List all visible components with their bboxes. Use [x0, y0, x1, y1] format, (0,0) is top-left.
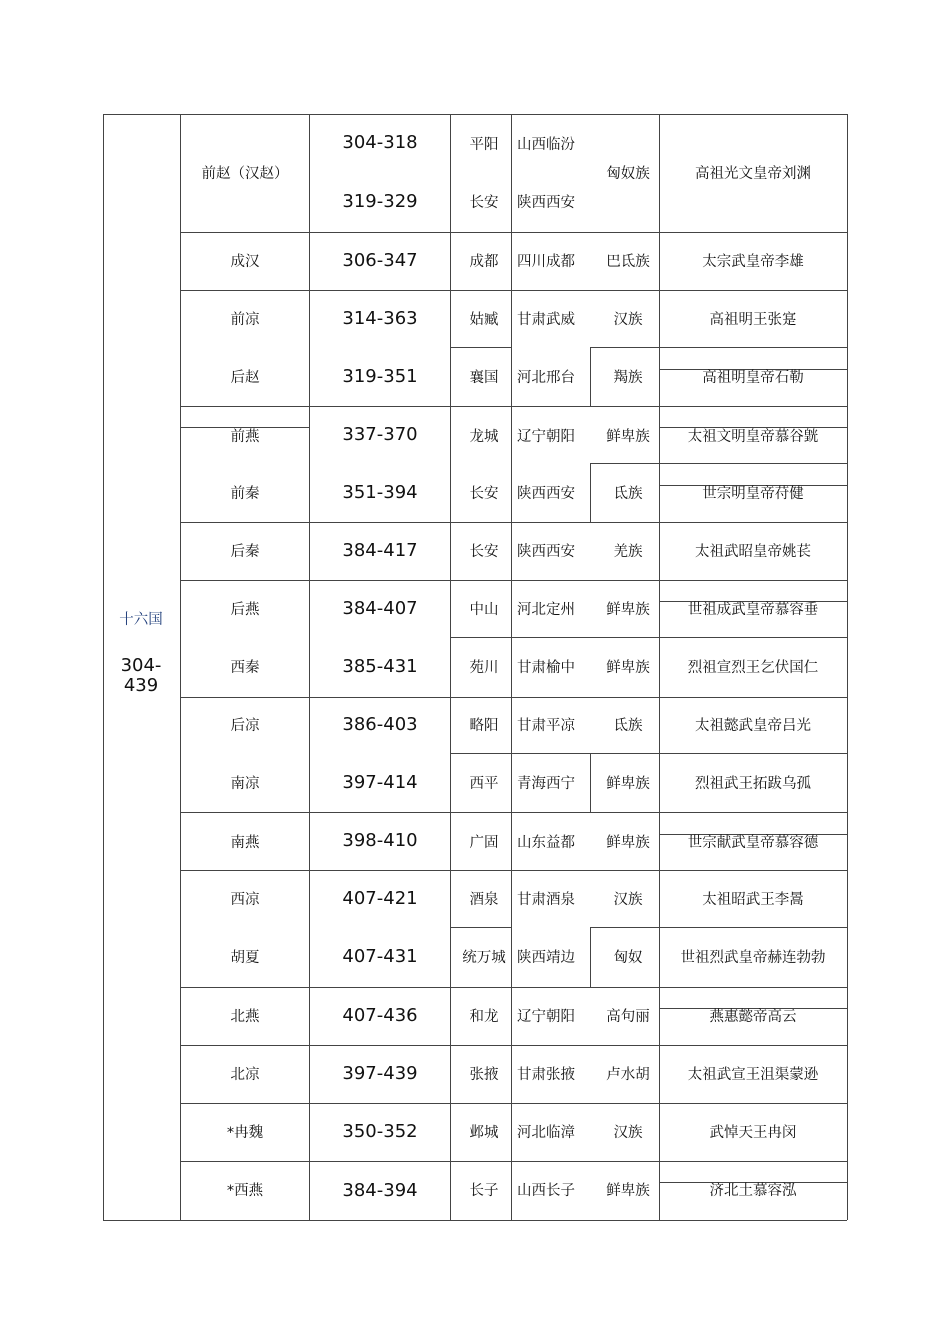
ethnicity: 汉族 — [613, 891, 643, 908]
reign-years: 407-421 — [342, 888, 418, 909]
grid-line-v — [590, 347, 591, 406]
ethnicity: 匈奴族 — [606, 165, 650, 182]
capital-name: 中山 — [469, 601, 499, 618]
capital-name: 长安 — [469, 485, 499, 502]
location-name: 山东益都 — [517, 834, 575, 851]
founder-name: 济北土慕容泓 — [709, 1182, 797, 1199]
ethnicity: 巴氐族 — [606, 253, 650, 270]
grid-line-h — [180, 580, 847, 581]
ethnicity: 匈奴 — [613, 949, 643, 966]
state-name: 前秦 — [230, 485, 260, 502]
location-name: 陕西靖边 — [517, 949, 575, 966]
location-name: 甘肃榆中 — [517, 659, 575, 676]
reign-years: 304-318 — [342, 132, 418, 153]
founder-name: 烈祖武王拓跋乌孤 — [695, 775, 811, 792]
state-name: 北燕 — [230, 1008, 260, 1025]
state-name: 后凉 — [230, 717, 260, 734]
grid-line-h — [590, 927, 847, 928]
location-name: 辽宁朝阳 — [517, 1008, 575, 1025]
capital-name: 略阳 — [469, 717, 499, 734]
state-name: 胡夏 — [230, 949, 260, 966]
ethnicity: 汉族 — [613, 311, 643, 328]
location-name: 陕西西安 — [517, 485, 575, 502]
founder-name: 燕惠懿帝高云 — [709, 1008, 797, 1025]
period-name: 十六国 — [119, 611, 163, 628]
ethnicity: 高句丽 — [606, 1008, 650, 1025]
ethnicity: 鲜卑族 — [606, 775, 650, 792]
column-separator — [180, 114, 181, 1220]
location-name: 甘肃张掖 — [517, 1066, 575, 1083]
grid-line-h — [180, 1161, 847, 1162]
reign-years: 319-351 — [342, 366, 418, 387]
founder-name: 世祖烈武皇帝赫连勃勃 — [680, 949, 826, 966]
state-name: 成汉 — [230, 253, 260, 270]
grid-line-h — [450, 753, 847, 754]
location-name: 陕西西安 — [517, 543, 575, 560]
founder-name: 世宗献武皇帝慕容德 — [687, 834, 819, 851]
reign-years: 319-329 — [342, 191, 418, 212]
table-right-border — [847, 114, 848, 1220]
state-name: 北凉 — [230, 1066, 260, 1083]
grid-line-h — [180, 232, 847, 233]
grid-line-h — [180, 1045, 847, 1046]
capital-name: 龙城 — [469, 428, 499, 445]
state-name: 后燕 — [230, 601, 260, 618]
founder-name: 武悼天王冉闵 — [709, 1124, 797, 1141]
capital-name: 苑川 — [469, 659, 499, 676]
table-bottom-border — [103, 1220, 847, 1221]
capital-name: 姑臧 — [469, 311, 499, 328]
capital-name: 长安 — [469, 543, 499, 560]
founder-name: 世祖成武皇帝慕容垂 — [687, 601, 819, 618]
ethnicity: 鲜卑族 — [606, 601, 650, 618]
table-top-border — [103, 114, 847, 115]
grid-line-v — [590, 463, 591, 522]
state-name: 西秦 — [230, 659, 260, 676]
state-name: 南燕 — [230, 834, 260, 851]
reign-years: 407-436 — [342, 1005, 418, 1026]
capital-name: 张掖 — [469, 1066, 499, 1083]
state-name: 前凉 — [230, 311, 260, 328]
capital-name: 统万城 — [462, 949, 506, 966]
founder-name: 太祖昭武王李暠 — [702, 891, 804, 908]
reign-years: 337-370 — [342, 424, 418, 445]
capital-name: 广固 — [469, 834, 499, 851]
location-name: 山西临汾 — [517, 136, 575, 153]
location-name: 甘肃平凉 — [517, 717, 575, 734]
column-separator — [659, 114, 660, 1220]
state-name: 西凉 — [230, 891, 260, 908]
founder-name: 太祖武宣王沮渠蒙逊 — [687, 1066, 819, 1083]
reign-years: 397-439 — [342, 1063, 418, 1084]
reign-years: 306-347 — [342, 250, 418, 271]
ethnicity: 鲜卑族 — [606, 1182, 650, 1199]
column-separator — [309, 114, 310, 1220]
location-name: 青海西宁 — [517, 775, 575, 792]
capital-name: 长安 — [469, 194, 499, 211]
reign-years: 384-417 — [342, 540, 418, 561]
grid-line-h — [450, 927, 511, 928]
founder-name: 太祖武昭皇帝姚苌 — [695, 543, 811, 560]
ethnicity: 氐族 — [613, 717, 643, 734]
state-name: 南凉 — [230, 775, 260, 792]
founder-name: 高祖明皇帝石勒 — [702, 369, 804, 386]
reign-years: 385-431 — [342, 656, 418, 677]
location-name: 河北临漳 — [517, 1124, 575, 1141]
state-name: 后赵 — [230, 369, 260, 386]
state-name: 后秦 — [230, 543, 260, 560]
founder-name: 烈祖宣烈王乞伏国仁 — [687, 659, 819, 676]
reign-years: 386-403 — [342, 714, 418, 735]
capital-name: 和龙 — [469, 1008, 499, 1025]
capital-name: 西平 — [469, 775, 499, 792]
column-separator — [511, 114, 512, 1220]
ethnicity: 鲜卑族 — [606, 659, 650, 676]
grid-line-h — [180, 812, 847, 813]
column-separator — [450, 114, 451, 1220]
founder-name: 高祖明王张寔 — [709, 311, 797, 328]
grid-line-h — [180, 697, 847, 698]
location-name: 河北邢台 — [517, 369, 575, 386]
capital-name: 成都 — [469, 253, 499, 270]
grid-line-h — [180, 987, 847, 988]
period-years: 304-439 — [120, 655, 162, 696]
grid-line-h — [450, 637, 847, 638]
founder-name: 高祖光文皇帝刘渊 — [695, 165, 811, 182]
reign-years: 397-414 — [342, 772, 418, 793]
reign-years: 384-407 — [342, 598, 418, 619]
reign-years: 350-352 — [342, 1121, 418, 1142]
ethnicity: 卢水胡 — [606, 1066, 650, 1083]
founder-name: 太祖懿武皇帝吕光 — [695, 717, 811, 734]
grid-line-v — [590, 927, 591, 987]
location-name: 辽宁朝阳 — [517, 428, 575, 445]
capital-name: 邺城 — [469, 1124, 499, 1141]
grid-line-h — [180, 406, 847, 407]
ethnicity: 羯族 — [613, 369, 643, 386]
state-name: 前赵（汉赵） — [201, 165, 289, 182]
ethnicity: 汉族 — [613, 1124, 643, 1141]
reign-years: 351-394 — [342, 482, 418, 503]
location-name: 山西长子 — [517, 1182, 575, 1199]
grid-line-h — [180, 1103, 847, 1104]
ethnicity: 氐族 — [613, 485, 643, 502]
location-name: 陕西西安 — [517, 194, 575, 211]
capital-name: 襄国 — [469, 369, 499, 386]
reign-years: 407-431 — [342, 946, 418, 967]
location-name: 甘肃酒泉 — [517, 891, 575, 908]
grid-line-h — [450, 347, 511, 348]
location-name: 甘肃武威 — [517, 311, 575, 328]
reign-years: 384-394 — [342, 1180, 418, 1201]
grid-line-h — [180, 522, 847, 523]
state-name: 前燕 — [230, 428, 260, 445]
ethnicity: 羌族 — [613, 543, 643, 560]
grid-line-h — [590, 347, 847, 348]
location-name: 四川成都 — [517, 253, 575, 270]
founder-name: 太宗武皇帝李雄 — [702, 253, 804, 270]
grid-line-v — [590, 753, 591, 812]
state-name: *冉魏 — [226, 1124, 264, 1141]
founder-name: 世宗明皇帝苻健 — [702, 485, 804, 502]
location-name: 河北定州 — [517, 601, 575, 618]
capital-name: 长子 — [469, 1182, 499, 1199]
ethnicity: 鲜卑族 — [606, 834, 650, 851]
reign-years: 314-363 — [342, 308, 418, 329]
capital-name: 平阳 — [469, 136, 499, 153]
grid-line-h — [180, 290, 847, 291]
founder-name: 太祖文明皇帝慕谷皝 — [687, 428, 819, 445]
ethnicity: 鲜卑族 — [606, 428, 650, 445]
grid-line-h — [180, 870, 847, 871]
table-left-border — [103, 114, 104, 1220]
reign-years: 398-410 — [342, 830, 418, 851]
grid-line-h — [590, 463, 847, 464]
state-name: *西燕 — [226, 1182, 264, 1199]
capital-name: 酒泉 — [469, 891, 499, 908]
